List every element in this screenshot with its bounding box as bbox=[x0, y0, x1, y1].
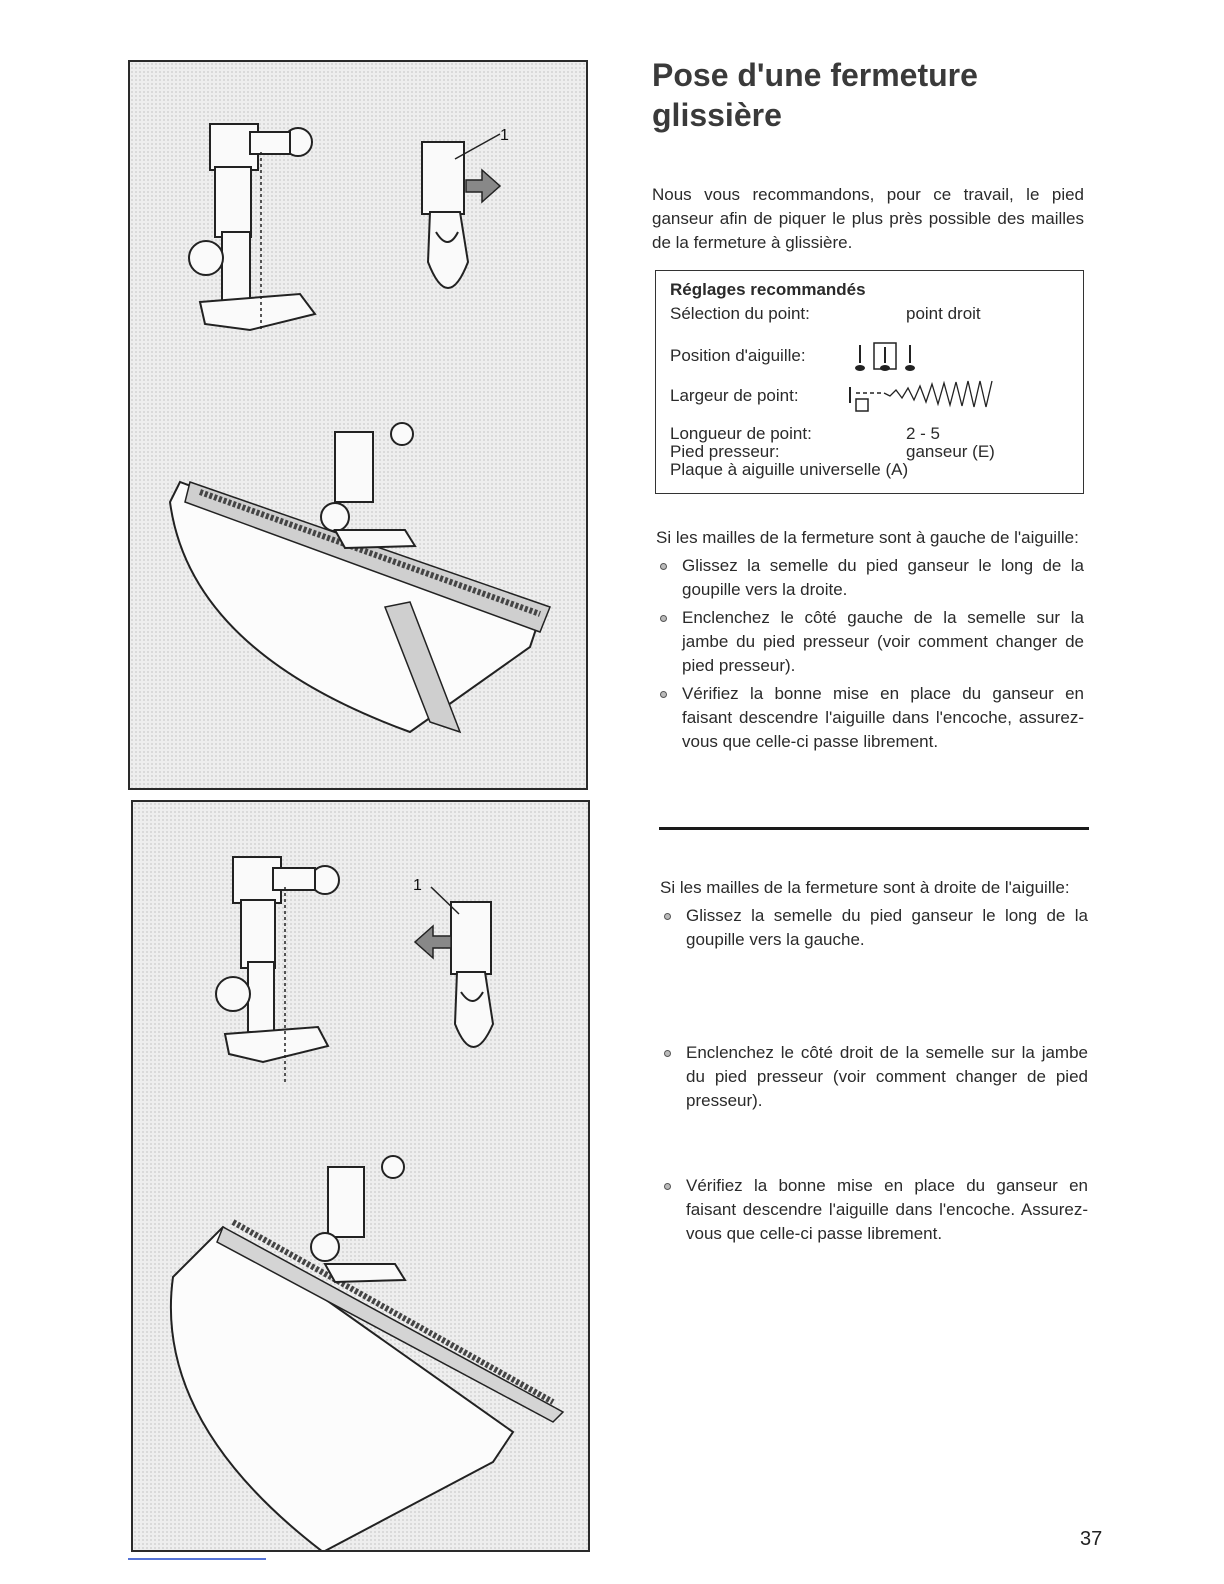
right-teeth-step-3 bbox=[660, 1174, 1088, 1250]
intro-paragraph: Nous vous recommandons, pour ce travail, le pied ganseur afin de piquer le plus près possible des mailles de la fermeture à glissière. bbox=[652, 185, 1084, 252]
list-item bbox=[656, 682, 1084, 754]
bullet-icon bbox=[664, 913, 671, 920]
bullet-icon bbox=[664, 1050, 671, 1057]
stitch-label: Sélection du point: bbox=[670, 304, 810, 323]
stitch-value: point droit bbox=[906, 304, 981, 323]
left-teeth-section bbox=[656, 526, 1084, 758]
stitch-width-label: Largeur de point: bbox=[670, 386, 799, 405]
page-title bbox=[652, 55, 1072, 135]
stitch-width-icon bbox=[846, 379, 1046, 415]
illustration-zipper-left bbox=[128, 60, 588, 790]
page-number: 37 bbox=[1080, 1528, 1103, 1550]
left-section-intro: Si les mailles de la fermeture sont à gauche de l'aiguille: bbox=[656, 528, 1079, 547]
presser-foot-label: Pied presseur: bbox=[670, 442, 780, 461]
page-title-line-2: glissière bbox=[652, 97, 782, 133]
list-item bbox=[660, 1174, 1088, 1246]
bullet-icon bbox=[664, 1183, 671, 1190]
illustration-zipper-right bbox=[131, 800, 590, 1552]
list-item bbox=[660, 1041, 1088, 1113]
zipper-foot-right-drawing bbox=[133, 802, 590, 1552]
stitch-length-label: Longueur de point: bbox=[670, 424, 812, 443]
list-item-text: Enclenchez le côté gauche de la semelle sur la jambe du pied presseur (voir comment changer de pied presseur). bbox=[682, 608, 1084, 675]
list-item-text: Vérifiez la bonne mise en place du ganseur en faisant descendre l'aiguille dans l'encoche, assurez-vous que celle-ci passe librement. bbox=[682, 684, 1084, 751]
right-teeth-section bbox=[660, 876, 1088, 956]
callout-label: 1 bbox=[413, 877, 422, 894]
needle-plate: Plaque à aiguille universelle (A) bbox=[670, 460, 909, 479]
recommended-settings-box bbox=[655, 270, 1084, 494]
list-item bbox=[656, 606, 1084, 678]
callout-label: 1 bbox=[500, 127, 509, 144]
list-item-text: Enclenchez le côté droit de la semelle sur la jambe du pied presseur (voir comment changer de pied presseur). bbox=[686, 1043, 1088, 1110]
bullet-icon bbox=[660, 563, 667, 570]
stitch-length-value: 2 - 5 bbox=[906, 424, 941, 443]
needle-position-icon bbox=[852, 341, 922, 375]
presser-foot-value: ganseur (E) bbox=[906, 442, 995, 461]
zipper-foot-left-drawing bbox=[130, 62, 588, 790]
section-divider bbox=[659, 827, 1089, 830]
right-teeth-step-2 bbox=[660, 1041, 1088, 1117]
arrow-left-icon bbox=[415, 926, 451, 958]
footer-rule bbox=[128, 1558, 266, 1560]
settings-heading: Réglages recommandés bbox=[670, 280, 866, 299]
list-item-text: Glissez la semelle du pied ganseur le long de la goupille vers la droite. bbox=[682, 556, 1084, 599]
list-item bbox=[660, 904, 1088, 952]
page-title-line-1: Pose d'une fermeture bbox=[652, 57, 978, 93]
arrow-right-icon bbox=[466, 170, 500, 202]
list-item-text: Vérifiez la bonne mise en place du ganseur en faisant descendre l'aiguille dans l'encoche. Assurez-vous que celle-ci passe librement. bbox=[686, 1176, 1088, 1243]
right-section-intro: Si les mailles de la fermeture sont à droite de l'aiguille: bbox=[660, 878, 1070, 897]
bullet-icon bbox=[660, 691, 667, 698]
list-item-text: Glissez la semelle du pied ganseur le long de la goupille vers la gauche. bbox=[686, 906, 1088, 949]
list-item bbox=[656, 554, 1084, 602]
needle-position-label: Position d'aiguille: bbox=[670, 346, 806, 365]
bullet-icon bbox=[660, 615, 667, 622]
